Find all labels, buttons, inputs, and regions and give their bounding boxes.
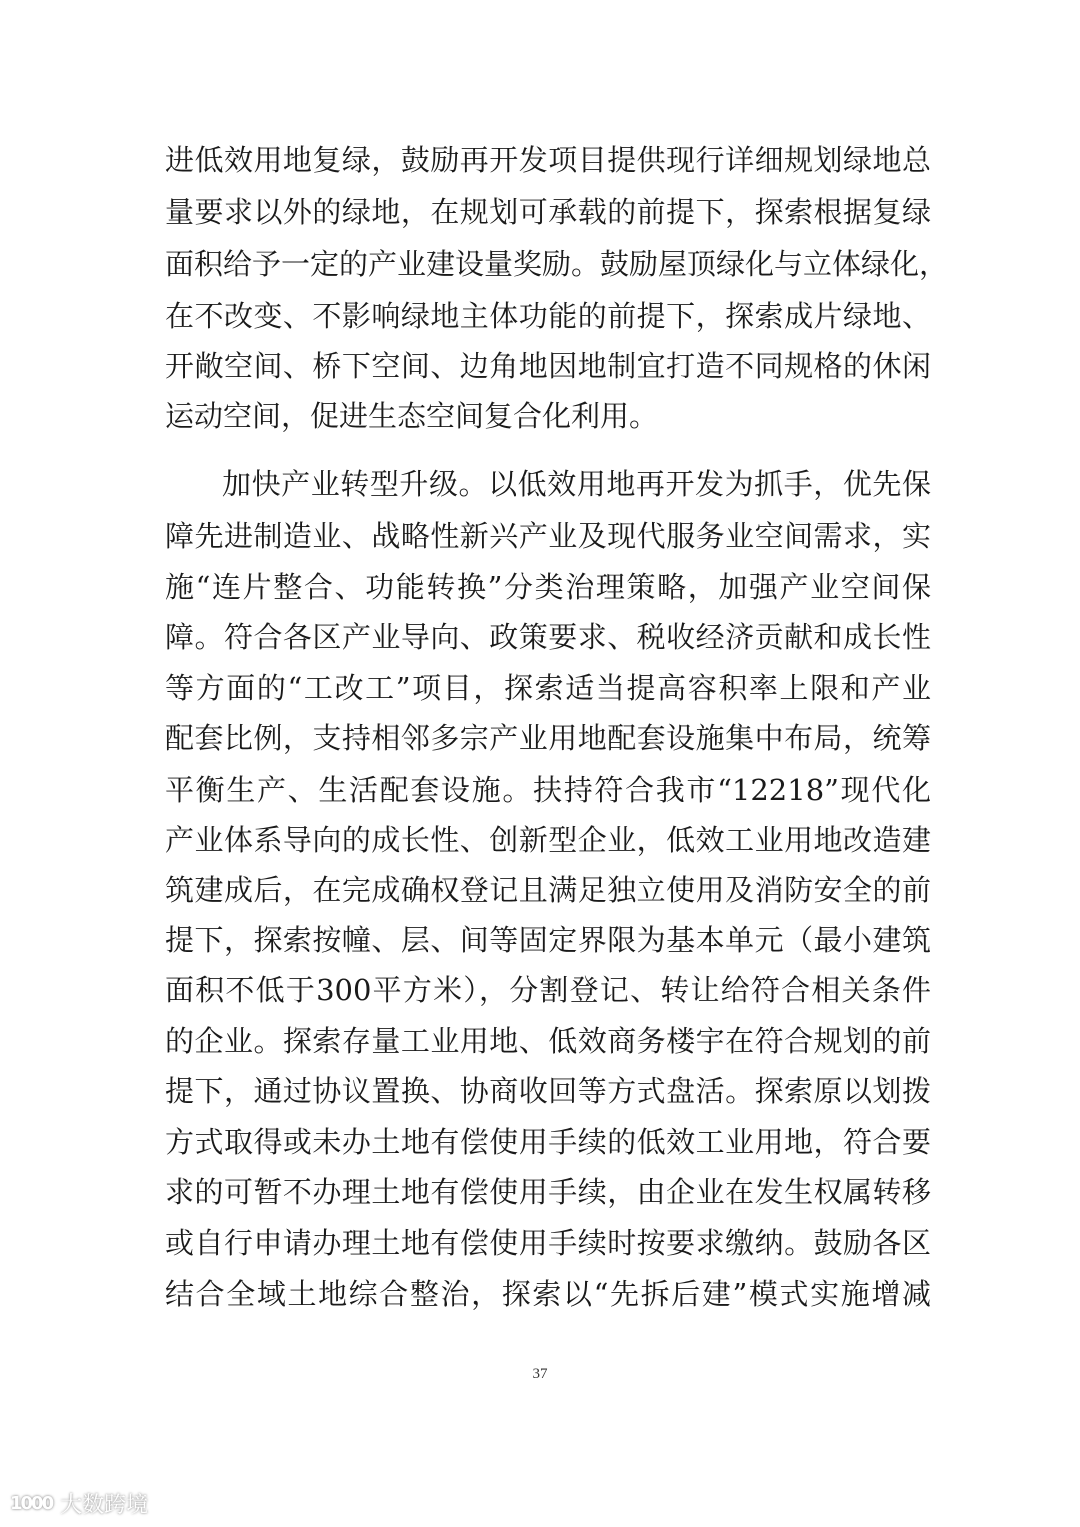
text-line: 量要求以外的绿地，在规划可承载的前提下，探索根据复绿 xyxy=(165,195,931,229)
text-line: 的企业。探索存量工业用地、低效商务楼宇在符合规划的前 xyxy=(165,1024,931,1058)
text-line: 施“连片整合、功能转换”分类治理策略，加强产业空间保 xyxy=(165,570,931,604)
text-line: 方式取得或未办土地有偿使用手续的低效工业用地，符合要 xyxy=(165,1125,931,1159)
text-line: 加快产业转型升级。以低效用地再开发为抓手，优先保 xyxy=(222,467,931,501)
text-line: 求的可暂不办理土地有偿使用手续，由企业在发生权属转移 xyxy=(165,1175,931,1209)
watermark-logo-icon: 1000 xyxy=(10,1493,53,1514)
text-line: 提下，探索按幢、层、间等固定界限为基本单元（最小建筑 xyxy=(165,923,931,957)
page-number: 37 xyxy=(532,1366,548,1382)
text-line: 结合全域土地综合整治，探索以“先拆后建”模式实施增减 xyxy=(165,1277,931,1311)
text-line: 障。符合各区产业导向、政策要求、税收经济贡献和成长性 xyxy=(165,620,931,654)
text-line: 平衡生产、生活配套设施。扶持符合我市“12218”现代化 xyxy=(165,773,931,807)
text-line: 等方面的“工改工”项目，探索适当提高容积率上限和产业 xyxy=(165,671,931,705)
text-line: 提下，通过协议置换、协商收回等方式盘活。探索原以划拨 xyxy=(165,1074,931,1108)
text-line: 运动空间，促进生态空间复合化利用。 xyxy=(165,399,659,433)
watermark xyxy=(10,1488,148,1519)
text-line: 筑建成后，在完成确权登记且满足独立使用及消防安全的前 xyxy=(165,873,931,907)
text-line: 进低效用地复绿，鼓励再开发项目提供现行详细规划绿地总 xyxy=(165,143,931,177)
watermark-text: 大数跨境 xyxy=(60,1493,149,1518)
text-line: 面积给予一定的产业建设量奖励。鼓励屋顶绿化与立体绿化， xyxy=(165,247,949,281)
text-line: 在不改变、不影响绿地主体功能的前提下，探索成片绿地、 xyxy=(165,299,931,333)
text-line: 开敞空间、桥下空间、边角地因地制宜打造不同规格的休闲 xyxy=(165,349,931,383)
text-line: 障先进制造业、战略性新兴产业及现代服务业空间需求，实 xyxy=(165,519,931,553)
text-line: 配套比例，支持相邻多宗产业用地配套设施集中布局，统筹 xyxy=(165,721,931,755)
text-line: 或自行申请办理土地有偿使用手续时按要求缴纳。鼓励各区 xyxy=(165,1226,931,1260)
text-line: 面积不低于300平方米），分割登记、转让给符合相关条件 xyxy=(165,973,931,1007)
text-line: 产业体系导向的成长性、创新型企业，低效工业用地改造建 xyxy=(165,823,931,857)
